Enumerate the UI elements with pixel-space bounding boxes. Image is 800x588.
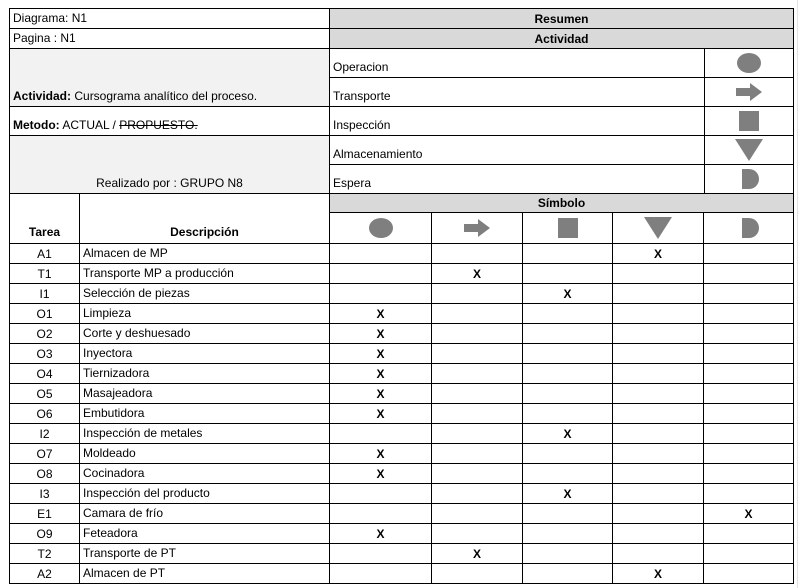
x-mark: X (563, 286, 572, 301)
table-row-mark-cell[interactable] (612, 243, 704, 264)
table-row-mark-cell[interactable] (522, 403, 613, 424)
descripcion-text: Moldeado (83, 446, 136, 460)
d-shape-icon (735, 216, 763, 240)
table-row-mark-cell[interactable] (522, 543, 613, 564)
table-row-mark-cell[interactable] (612, 543, 704, 564)
table-row-mark-cell[interactable] (612, 343, 704, 364)
table-row-tarea[interactable] (9, 403, 80, 424)
table-row-tarea[interactable] (9, 443, 80, 464)
symbol-header-cell[interactable] (329, 212, 432, 244)
table-row-mark-cell[interactable] (329, 343, 432, 364)
x-mark: X (376, 346, 385, 361)
x-mark: X (563, 426, 572, 441)
table-row-tarea[interactable] (9, 523, 80, 544)
metodo-propuesto: PROPUESTO. (119, 118, 198, 132)
table-row-mark-cell[interactable] (703, 363, 794, 384)
table-row-mark-cell[interactable] (522, 303, 613, 324)
table-row-descripcion[interactable] (79, 283, 330, 304)
table-row-tarea[interactable] (9, 463, 80, 484)
table-row-tarea[interactable] (9, 263, 80, 284)
table-row-mark-cell[interactable] (522, 363, 613, 384)
symbol-header-cell[interactable] (612, 212, 704, 244)
table-row-mark-cell[interactable] (612, 283, 704, 304)
tarea-text: T2 (37, 546, 52, 561)
activity-label: Espera (333, 176, 372, 190)
table-row-mark-cell[interactable] (612, 503, 704, 524)
actividad-value: Cursograma analítico del proceso. (71, 89, 258, 103)
descripcion-text: Inspección del producto (83, 486, 210, 500)
table-row-mark-cell[interactable] (431, 263, 523, 284)
table-row-mark-cell[interactable] (329, 523, 432, 544)
tarea-text: O6 (36, 406, 53, 421)
table-row-mark-cell[interactable] (703, 563, 794, 584)
realizado-text: Realizado por : GRUPO N8 (96, 176, 243, 190)
x-mark: X (376, 406, 385, 421)
table-row-mark-cell[interactable] (329, 483, 432, 504)
table-row-mark-cell[interactable] (431, 563, 523, 584)
table-row-mark-cell[interactable] (703, 403, 794, 424)
x-mark: X (472, 266, 481, 281)
tarea-text: A2 (37, 566, 52, 581)
table-row-mark-cell[interactable] (431, 323, 523, 344)
symbol-header-cell[interactable] (431, 212, 523, 244)
diagrama-cell[interactable] (9, 8, 330, 29)
diagrama-text: Diagrama: N1 (13, 11, 88, 25)
table-row-mark-cell[interactable] (522, 323, 613, 344)
table-row-mark-cell[interactable] (703, 423, 794, 444)
descripcion-text: Cocinadora (83, 466, 145, 480)
tarea-text: A1 (37, 246, 52, 261)
actividad-subtitle: Actividad (534, 31, 589, 46)
table-row-descripcion[interactable] (79, 383, 330, 404)
table-row-tarea[interactable] (9, 423, 80, 444)
activity-symbol-cell[interactable] (704, 164, 794, 194)
table-row-mark-cell[interactable] (612, 523, 704, 544)
pagina-text: Pagina : N1 (13, 31, 76, 45)
table-row-mark-cell[interactable] (329, 503, 432, 524)
x-mark: X (376, 446, 385, 461)
tarea-header[interactable] (9, 193, 80, 244)
table-row-descripcion[interactable] (79, 523, 330, 544)
tarea-text: O2 (36, 326, 53, 341)
x-mark: X (563, 486, 572, 501)
table-row-tarea[interactable] (9, 363, 80, 384)
x-mark: X (472, 546, 481, 561)
descripcion-text: Embutidora (83, 406, 145, 420)
table-row-mark-cell[interactable] (431, 463, 523, 484)
table-row-mark-cell[interactable] (703, 243, 794, 264)
table-row-mark-cell[interactable] (612, 403, 704, 424)
tarea-text: O9 (36, 526, 53, 541)
descripcion-text: Corte y deshuesado (83, 326, 191, 340)
table-row-mark-cell[interactable] (703, 323, 794, 344)
table-row-mark-cell[interactable] (612, 483, 704, 504)
x-mark: X (376, 306, 385, 321)
activity-symbol-cell[interactable] (704, 77, 794, 107)
activity-symbol-cell[interactable] (704, 135, 794, 165)
table-row-mark-cell[interactable] (431, 303, 523, 324)
table-row-descripcion[interactable] (79, 363, 330, 384)
table-row-descripcion[interactable] (79, 323, 330, 344)
table-row-mark-cell[interactable] (522, 523, 613, 544)
tarea-text: O1 (36, 306, 53, 321)
table-row-mark-cell[interactable] (329, 383, 432, 404)
table-row-mark-cell[interactable] (522, 343, 613, 364)
table-row-mark-cell[interactable] (522, 563, 613, 584)
activity-row-2[interactable] (329, 77, 705, 107)
table-row-mark-cell[interactable] (329, 243, 432, 264)
symbol-header-cell[interactable] (703, 212, 794, 244)
activity-label: Transporte (333, 89, 391, 103)
x-mark: X (376, 326, 385, 341)
table-row-mark-cell[interactable] (612, 423, 704, 444)
table-row-tarea[interactable] (9, 343, 80, 364)
triangle-icon (644, 216, 672, 240)
descripcion-text: Masajeadora (83, 386, 153, 400)
table-row-mark-cell[interactable] (522, 463, 613, 484)
descripcion-text: Tiernizadora (83, 366, 150, 380)
table-row-tarea[interactable] (9, 543, 80, 564)
table-row-mark-cell[interactable] (703, 483, 794, 504)
x-mark: X (653, 246, 662, 261)
activity-label: Inspección (333, 118, 391, 132)
table-row-tarea[interactable] (9, 503, 80, 524)
actividad-header[interactable] (329, 28, 794, 49)
descripcion-text: Camara de frío (83, 506, 164, 520)
simbolo-header-text: Símbolo (537, 196, 586, 210)
table-row-mark-cell[interactable] (703, 463, 794, 484)
table-row-mark-cell[interactable] (522, 243, 613, 264)
table-row-mark-cell[interactable] (431, 443, 523, 464)
table-row-mark-cell[interactable] (612, 383, 704, 404)
table-row-mark-cell[interactable] (703, 263, 794, 284)
square-icon (554, 216, 582, 240)
table-row-mark-cell[interactable] (431, 383, 523, 404)
table-row-descripcion[interactable] (79, 303, 330, 324)
table-row-mark-cell[interactable] (522, 263, 613, 284)
table-row-mark-cell[interactable] (431, 283, 523, 304)
table-row-descripcion[interactable] (79, 543, 330, 564)
table-row-mark-cell[interactable] (612, 323, 704, 344)
table-row-mark-cell[interactable] (431, 243, 523, 264)
tarea-text: E1 (37, 506, 52, 521)
x-mark: X (653, 566, 662, 581)
table-row-mark-cell[interactable] (329, 323, 432, 344)
activity-label: Operacion (333, 60, 389, 74)
tarea-text: O7 (36, 446, 53, 461)
descripcion-text: Almacen de MP (83, 246, 168, 260)
metodo-cell[interactable] (9, 106, 330, 136)
table-row-mark-cell[interactable] (522, 283, 613, 304)
descripcion-text: Inspección de metales (83, 426, 203, 440)
activity-label: Almacenamiento (333, 147, 423, 161)
tarea-text: I1 (39, 286, 50, 301)
metodo-label: Metodo: (13, 118, 60, 132)
table-row-descripcion[interactable] (79, 483, 330, 504)
descripcion-text: Selección de piezas (83, 286, 190, 300)
descripcion-text: Limpieza (83, 306, 132, 320)
table-row-descripcion[interactable] (79, 263, 330, 284)
d-shape-icon (735, 167, 763, 191)
table-row-mark-cell[interactable] (522, 503, 613, 524)
table-row-descripcion[interactable] (79, 463, 330, 484)
table-row-mark-cell[interactable] (522, 383, 613, 404)
table-row-mark-cell[interactable] (329, 563, 432, 584)
simbolo-header[interactable] (329, 193, 794, 213)
table-row-mark-cell[interactable] (522, 443, 613, 464)
table-row-mark-cell[interactable] (612, 263, 704, 284)
pagina-cell[interactable] (9, 28, 330, 49)
square-icon (735, 109, 763, 133)
table-row-descripcion[interactable] (79, 243, 330, 264)
table-row-mark-cell[interactable] (612, 443, 704, 464)
table-row-mark-cell[interactable] (612, 463, 704, 484)
gridline (797, 0, 798, 588)
table-row-mark-cell[interactable] (329, 303, 432, 324)
descripcion-text: Transporte de PT (83, 546, 176, 560)
table-row-mark-cell[interactable] (703, 543, 794, 564)
x-mark: X (376, 526, 385, 541)
table-row-mark-cell[interactable] (329, 463, 432, 484)
resumen-header[interactable] (329, 8, 794, 29)
table-row-mark-cell[interactable] (612, 303, 704, 324)
table-row-tarea[interactable] (9, 383, 80, 404)
x-mark: X (376, 386, 385, 401)
x-mark: X (376, 466, 385, 481)
symbol-header-cell[interactable] (522, 212, 613, 244)
actividad-label: Actividad: (13, 89, 72, 103)
tarea-text: O8 (36, 466, 53, 481)
activity-row-4[interactable] (329, 135, 705, 165)
table-row-descripcion[interactable] (79, 403, 330, 424)
table-row-mark-cell[interactable] (522, 483, 613, 504)
metodo-actual: ACTUAL / (59, 118, 120, 132)
table-row-descripcion[interactable] (79, 343, 330, 364)
x-mark: X (744, 506, 753, 521)
triangle-icon (735, 138, 763, 162)
descripcion-text: Feteadora (83, 526, 138, 540)
table-row-mark-cell[interactable] (522, 423, 613, 444)
table-row-mark-cell[interactable] (329, 423, 432, 444)
tarea-text: I2 (39, 426, 50, 441)
table-row-mark-cell[interactable] (431, 543, 523, 564)
circle-icon (367, 216, 395, 240)
descripcion-header-text: Descripción (170, 225, 239, 239)
table-row-mark-cell[interactable] (703, 303, 794, 324)
actividad-cell[interactable] (9, 48, 330, 107)
table-row-mark-cell[interactable] (703, 523, 794, 544)
table-row-mark-cell[interactable] (329, 283, 432, 304)
resumen-title: Resumen (534, 11, 589, 26)
table-row-mark-cell[interactable] (329, 543, 432, 564)
activity-symbol-cell[interactable] (704, 48, 794, 78)
table-row-descripcion[interactable] (79, 503, 330, 524)
table-row-mark-cell[interactable] (329, 363, 432, 384)
activity-symbol-cell[interactable] (704, 106, 794, 136)
table-row-mark-cell[interactable] (703, 443, 794, 464)
table-row-tarea[interactable] (9, 563, 80, 584)
realizado-cell[interactable] (9, 135, 330, 194)
tarea-text: O4 (36, 366, 53, 381)
table-row-descripcion[interactable] (79, 563, 330, 584)
arrow-icon (463, 216, 491, 240)
table-row-descripcion[interactable] (79, 423, 330, 444)
tarea-text: T1 (37, 266, 52, 281)
tarea-header-text: Tarea (28, 225, 61, 239)
table-row-mark-cell[interactable] (612, 363, 704, 384)
table-row-mark-cell[interactable] (431, 343, 523, 364)
table-row-mark-cell[interactable] (612, 563, 704, 584)
table-row-mark-cell[interactable] (431, 423, 523, 444)
descripcion-text: Almacen de PT (83, 566, 166, 580)
table-row-mark-cell[interactable] (329, 403, 432, 424)
table-row-mark-cell[interactable] (703, 283, 794, 304)
table-row-mark-cell[interactable] (431, 403, 523, 424)
activity-row-3[interactable] (329, 106, 705, 136)
tarea-text: I3 (39, 486, 50, 501)
table-row-mark-cell[interactable] (329, 443, 432, 464)
descripcion-text: Transporte MP a producción (83, 266, 234, 280)
table-row-mark-cell[interactable] (431, 503, 523, 524)
activity-row-1[interactable] (329, 48, 705, 78)
circle-icon (735, 51, 763, 75)
table-row-tarea[interactable] (9, 243, 80, 264)
table-row-mark-cell[interactable] (431, 363, 523, 384)
descripcion-text: Inyectora (83, 346, 133, 360)
descripcion-header[interactable] (79, 193, 330, 244)
table-row-mark-cell[interactable] (703, 383, 794, 404)
table-row-mark-cell[interactable] (329, 263, 432, 284)
table-row-mark-cell[interactable] (703, 503, 794, 524)
table-row-tarea[interactable] (9, 303, 80, 324)
tarea-text: O3 (36, 346, 53, 361)
tarea-text: O5 (36, 386, 53, 401)
table-row-tarea[interactable] (9, 483, 80, 504)
x-mark: X (376, 366, 385, 381)
table-row-tarea[interactable] (9, 283, 80, 304)
table-row-descripcion[interactable] (79, 443, 330, 464)
table-row-tarea[interactable] (9, 323, 80, 344)
activity-row-5[interactable] (329, 164, 705, 194)
table-row-mark-cell[interactable] (431, 483, 523, 504)
table-row-mark-cell[interactable] (431, 523, 523, 544)
table-row-mark-cell[interactable] (703, 343, 794, 364)
arrow-icon (735, 80, 763, 104)
